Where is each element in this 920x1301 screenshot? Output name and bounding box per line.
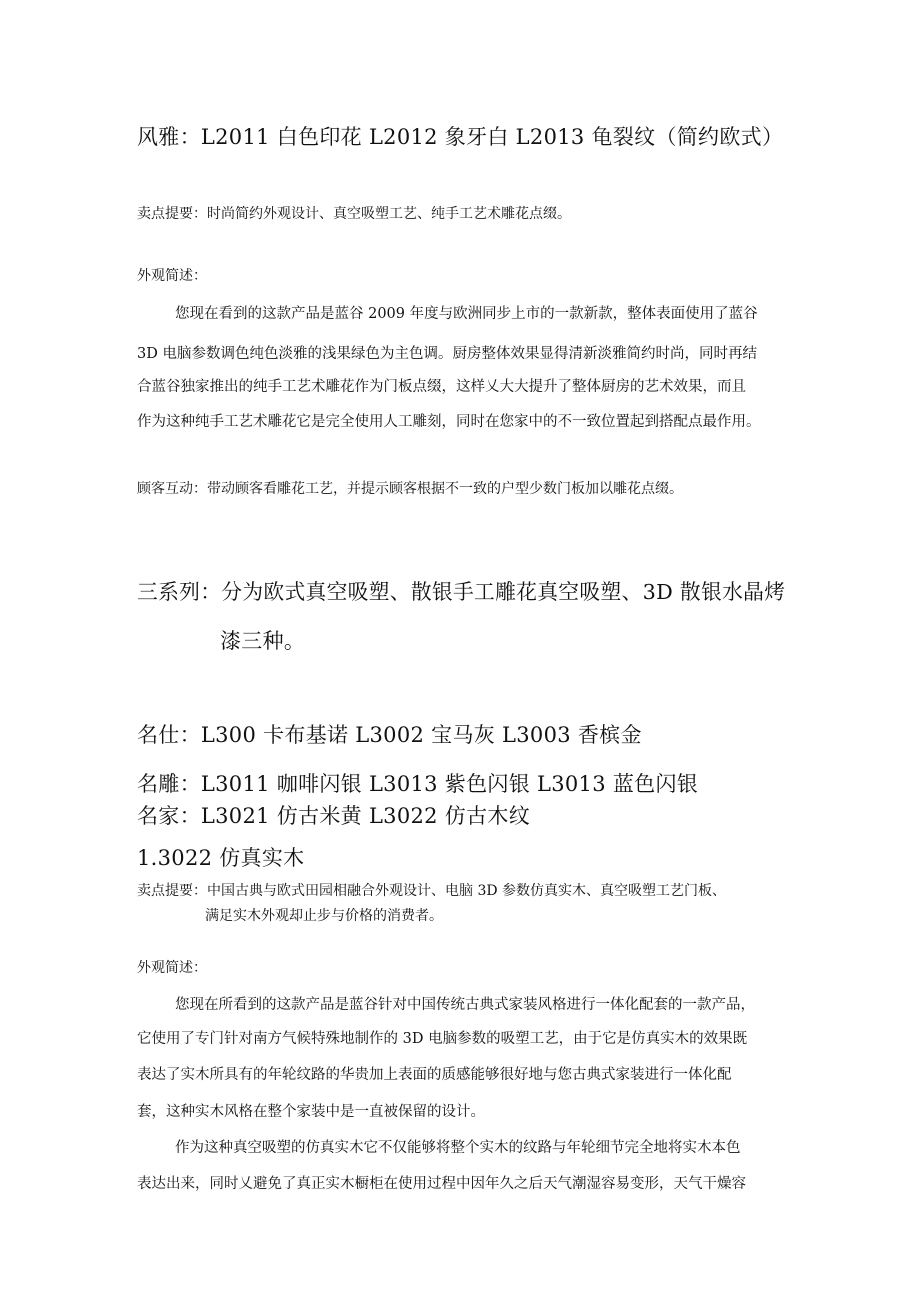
selling-points: 卖点提要：时尚简约外观设计、真空吸塑工艺、纯手工艺术雕花点缀。 (137, 206, 571, 222)
appearance-label: 外观简述： (137, 268, 207, 284)
appearance-label: 外观简述： (137, 960, 207, 976)
paragraph-line: 表达了实木所具有的年轮纹路的华贵加上表面的质感能够很好地与您古典式家装进行一体化配 (137, 1067, 732, 1083)
paragraph-line: 它使用了专门针对南方气候特殊地制作的 3D 电脑参数的吸塑工艺，由于它是仿真实木的效果既 (137, 1031, 748, 1047)
paragraph-line: 您现在看到的这款产品是蓝谷 2009 年度与欧洲同步上市的一款新款，整体表面使用了蓝谷 (175, 306, 758, 322)
selling-points: 卖点提要：中国古典与欧式田园相融合外观设计、电脑 3D 参数仿真实木、真空吸塑工艺门板、 (137, 883, 727, 899)
section-heading-fengya: 风雅：L2011 白色印花 L2012 象牙白 L2013 龟裂纹（简约欧式） (137, 125, 784, 149)
paragraph-line: 表达出来，同时乂避免了真正实木橱柜在使用过程中因年久之后天气潮湿容易变形，天气干燥容 (137, 1176, 746, 1192)
product-title: 1.3022 仿真实木 (137, 846, 305, 870)
paragraph-line: 合蓝谷独家推出的纯手工艺术雕花作为门板点缀，这样乂大大提升了整体厨房的艺术效果，而且 (137, 379, 746, 395)
product-line-mingshi: 名仕：L300 卡布基诺 L3002 宝马灰 L3003 香槟金 (137, 723, 642, 747)
product-line-mingjia: 名家：L3021 仿古米黄 L3022 仿古木纹 (137, 804, 531, 828)
series-heading-line1: 三系列：分为欧式真空吸塑、散银手工雕花真空吸塑、3D 散银水晶烤 (137, 580, 786, 604)
paragraph-line: 套，这种实木风格在整个家装中是一直被保留的设计。 (137, 1104, 485, 1120)
product-line-mingdiao: 名雕：L3011 咖啡闪银 L3013 紫色闪银 L3013 蓝色闪银 (137, 772, 699, 796)
customer-interaction: 顾客互动：带动顾客看雕花工艺，并提示顾客根据不一致的户型少数门板加以雕花点缀。 (137, 481, 683, 497)
paragraph-line: 3D 电脑参数调色纯色淡雅的浅果绿色为主色调。厨房整体效果显得清新淡雅简约时尚，同时再结 (137, 346, 757, 362)
paragraph-line: 作为这种纯手工艺术雕花它是完全使用人工雕刻，同时在您家中的不一致位置起到搭配点最作用。 (137, 414, 761, 430)
selling-points-continued: 满足实木外观却止步与价格的消费者。 (205, 908, 443, 924)
paragraph-line: 作为这种真空吸塑的仿真实木它不仅能够将整个实木的纹路与年轮细节完全地将实木本色 (175, 1140, 741, 1156)
series-heading-line2: 漆三种。 (220, 629, 306, 653)
paragraph-line: 您现在所看到的这款产品是蓝谷针对中国传统古典式家装风格进行一体化配套的一款产品， (175, 997, 755, 1013)
